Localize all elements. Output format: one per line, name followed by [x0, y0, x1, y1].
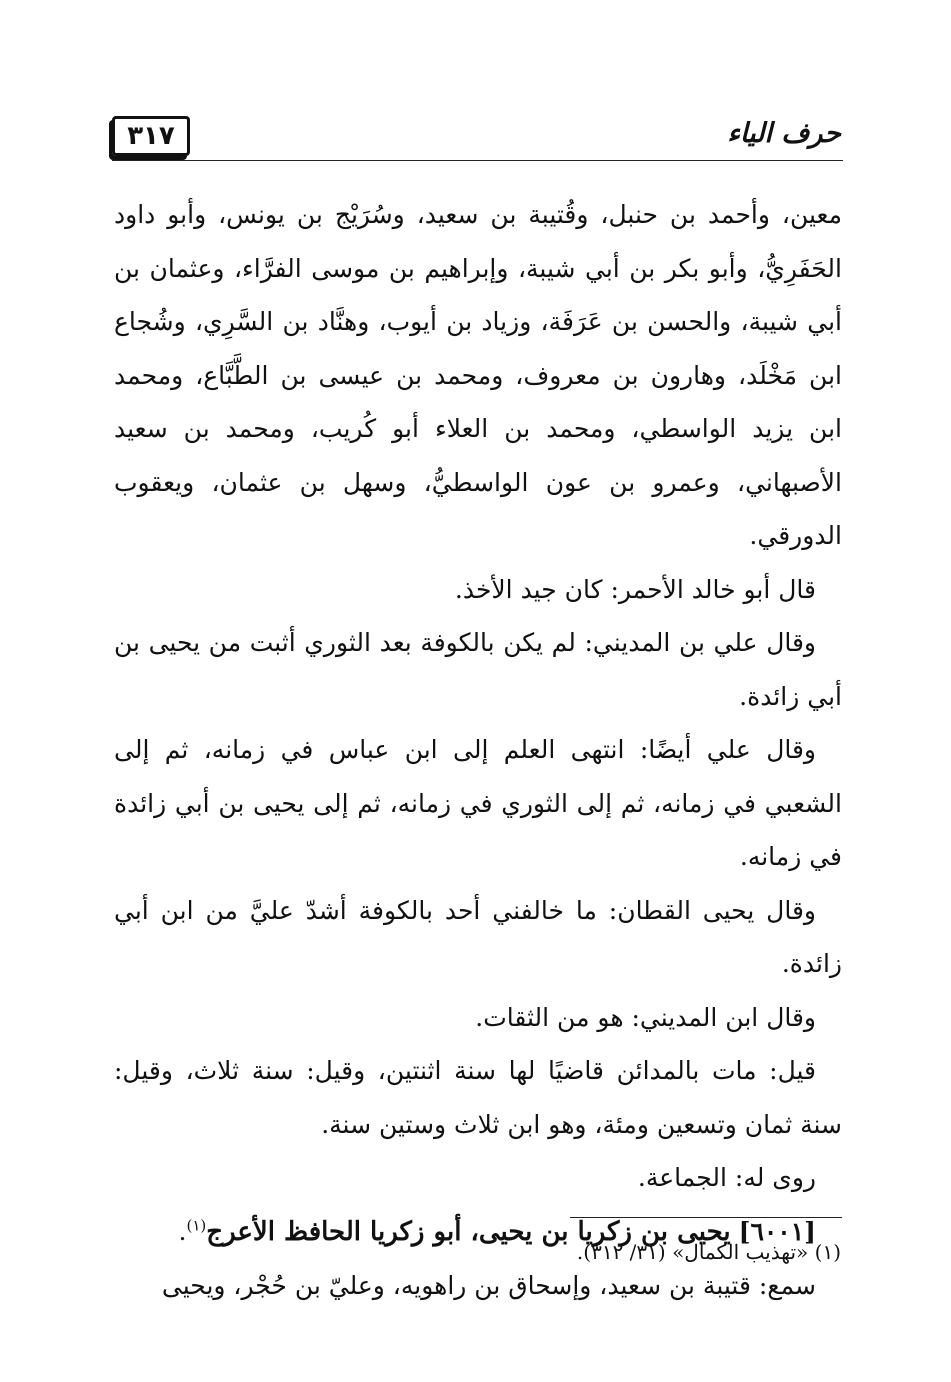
- paragraph-teachers: معين، وأحمد بن حنبل، وقُتيبة بن سعيد، وسُرَيْج بن يونس، وأبو داود الحَفَرِيُّ، وأبو بكر بن أبي شيبة، وإبراهيم بن موسى الفرَّاء، وعثمان بن أبي شيبة، والحسن بن عَرَفَة، وزياد بن أيوب، وهنَّاد بن السَّرِي، وشُجاع ابن مَخْلَد، وهارون بن معروف، ومحمد بن عيسى بن الطَّبَّاع، ومحمد ابن يزيد الواسطي، ومحمد بن العلاء أبو كُريب، ومحمد بن سعيد الأصبهاني، وعمرو بن عون الواسطيُّ، وسهل بن عثمان، ويعقوب الدورقي.: [114, 200, 842, 550]
- paragraph-ali-also: وقال علي أيضًا: انتهى العلم إلى ابن عباس في زمانه، ثم إلى الشعبي في زمانه، ثم إلى الثوري في زمانه، ثم إلى يحيى بن أبي زائدة في زمانه.: [114, 735, 842, 871]
- paragraph-rawa-lahu: روى له: الجماعة.: [637, 1163, 816, 1192]
- footnote-reference: (١): [186, 1216, 207, 1235]
- footnote-1: (١) «تهذيب الكمال» (٣١/ ٣١٢).: [576, 1240, 841, 1264]
- paragraph-thiqat: وقال ابن المديني: هو من الثقات.: [475, 1002, 816, 1032]
- entry-number: [٦٠٠١]: [738, 1216, 816, 1246]
- running-head: حرف الياء: [727, 118, 841, 149]
- body-text: [114, 188, 842, 1313]
- paragraph-death: قيل: مات بالمدائن قاضيًا لها سنة اثنتين، وقيل: سنة ثلاث، وقيل: سنة ثمان وتسعين ومئة، وهو ابن ثلاث وستين سنة.: [114, 1056, 842, 1139]
- entry-end-punct: .: [178, 1216, 187, 1246]
- paragraph-ibn-al-madini: وقال علي بن المديني: لم يكن بالكوفة بعد الثوري أثبت من يحيى بن أبي زائدة.: [114, 628, 842, 711]
- paragraph-heard-from: سمع: قتيبة بن سعيد، وإسحاق بن راهويه، وعليّ بن حُجْر، ويحيى: [161, 1271, 816, 1300]
- paragraph-yahya-al-qattan: وقال يحيى القطان: ما خالفني أحد بالكوفة أشدّ عليَّ من ابن أبي زائدة.: [114, 895, 842, 978]
- footnote-rule: [570, 1217, 842, 1218]
- paragraph-abu-khalid: قال أبو خالد الأحمر: كان جيد الأخذ.: [454, 574, 816, 604]
- header-rule: [112, 160, 843, 161]
- page-number-box: [112, 116, 190, 156]
- entry-title: يحيى بن زكريا بن يحيى، أبو زكريا الحافظ الأعرج: [206, 1216, 731, 1247]
- page-number: ٣١٧: [127, 121, 175, 151]
